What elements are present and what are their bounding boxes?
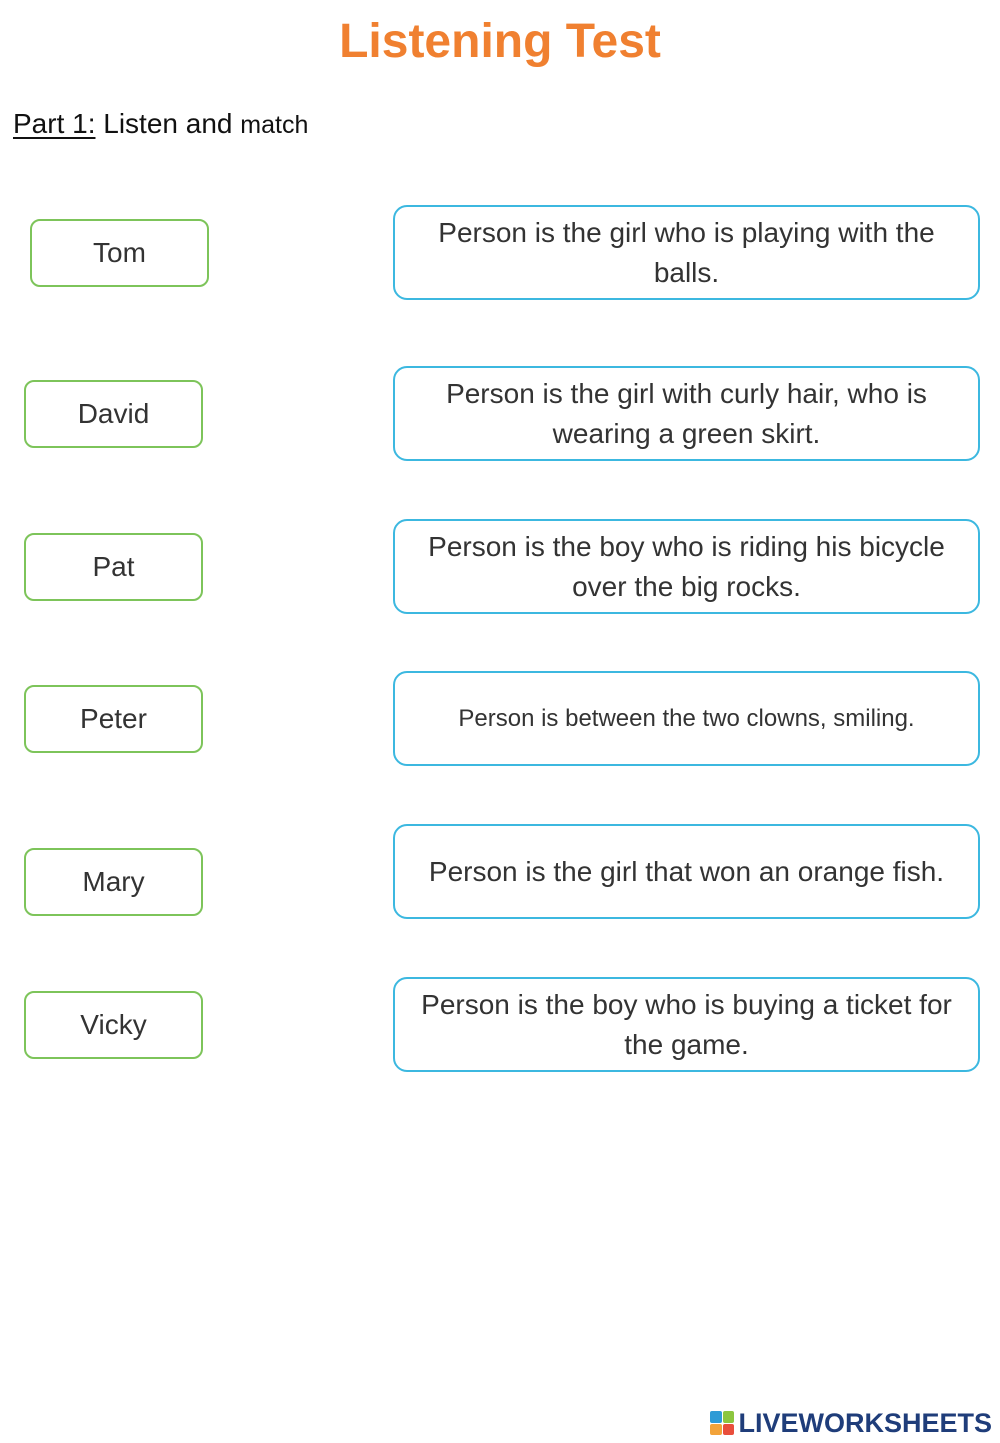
description-box-5[interactable]: Person is the girl that won an orange fish. [393, 824, 980, 919]
part-label: Part 1: [13, 108, 96, 139]
name-box-tom[interactable]: Tom [30, 219, 209, 287]
description-box-6[interactable]: Person is the boy who is buying a ticket for the game. [393, 977, 980, 1072]
name-box-peter[interactable]: Peter [24, 685, 203, 753]
liveworksheets-logo-icon [710, 1411, 734, 1435]
part-instruction: Listen and [103, 108, 233, 139]
part-heading [13, 108, 308, 140]
name-box-pat[interactable]: Pat [24, 533, 203, 601]
description-box-1[interactable]: Person is the girl who is playing with the balls. [393, 205, 980, 300]
liveworksheets-brand [710, 1405, 992, 1441]
description-box-2[interactable]: Person is the girl with curly hair, who is wearing a green skirt. [393, 366, 980, 461]
description-box-4[interactable]: Person is between the two clowns, smiling. [393, 671, 980, 766]
name-box-david[interactable]: David [24, 380, 203, 448]
description-box-3[interactable]: Person is the boy who is riding his bicycle over the big rocks. [393, 519, 980, 614]
part-instruction-small: match [240, 111, 309, 139]
name-box-mary[interactable]: Mary [24, 848, 203, 916]
brand-text: LIVEWORKSHEETS [738, 1407, 992, 1438]
name-box-vicky[interactable]: Vicky [24, 991, 203, 1059]
worksheet-title: Listening Test [339, 15, 661, 68]
